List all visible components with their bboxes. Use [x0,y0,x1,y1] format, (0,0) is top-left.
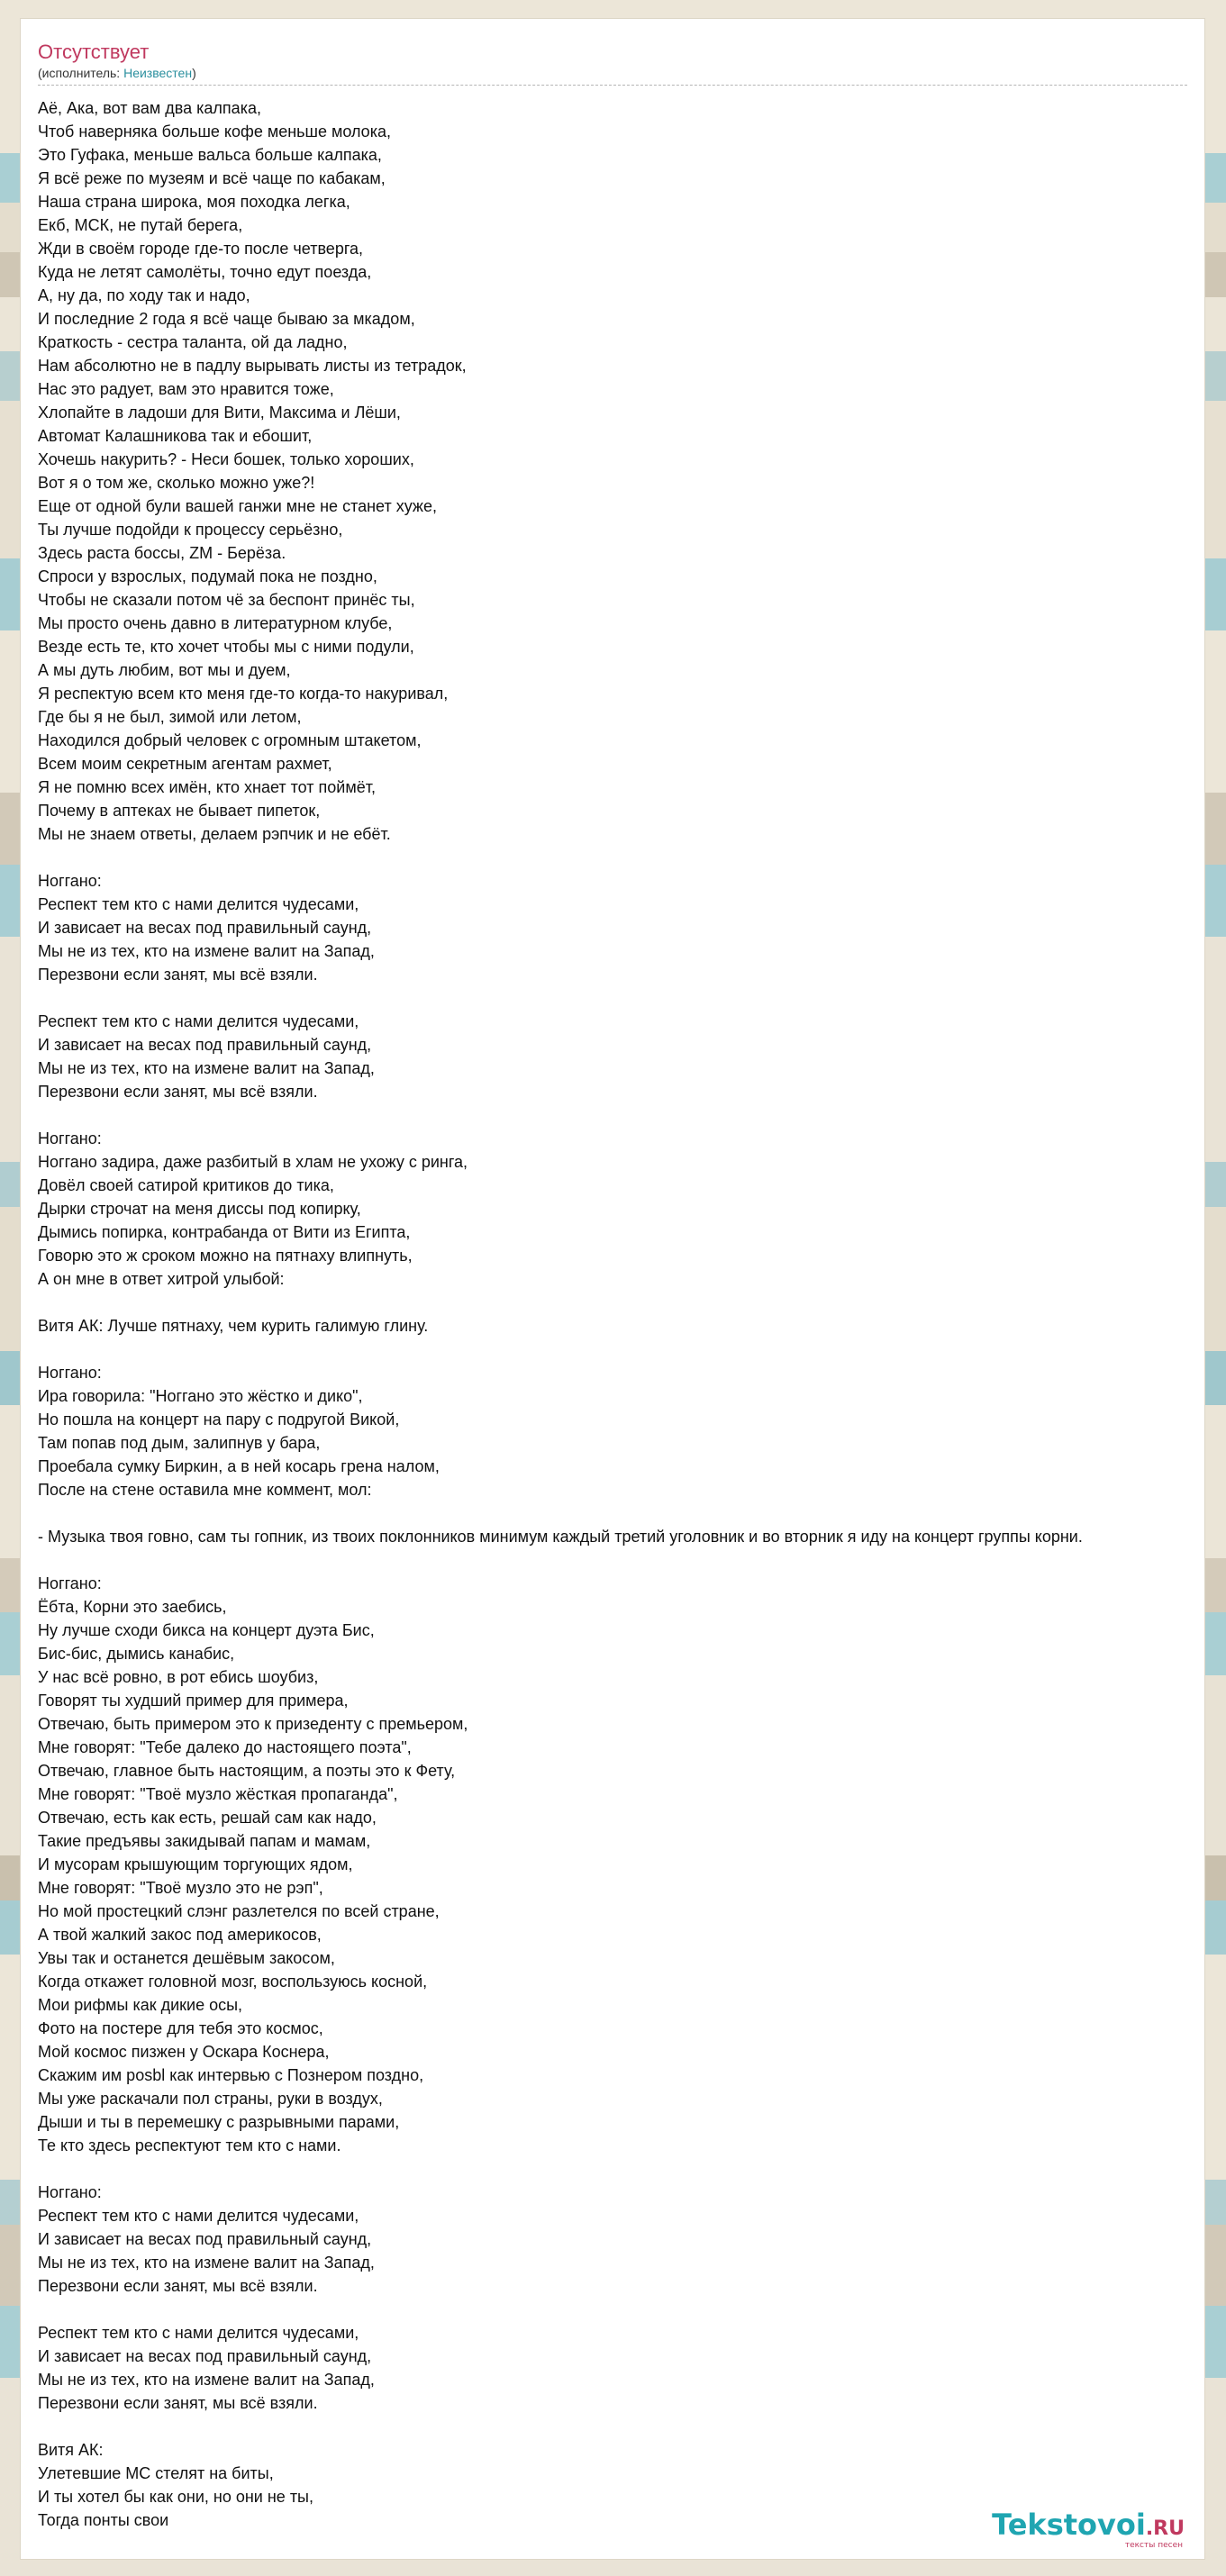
site-logo[interactable] [992,2509,1185,2550]
lyrics-text: Аё, Ака, вот вам два калпака, Чтоб наверняка больше кофе меньше молока, Это Гуфака, меньше вальса больше калпака, Я всё реже по музеям и всё чаще по кабакам, Наша страна широка, моя походка легка, Екб, МСК, не путай берега, Жди в своём городе где-то после четверга, Куда не летят самолёты, точно едут поезда, А, ну да, по ходу так и надо, И последние 2 года я всё чаще бываю за мкадом, Краткость - сестра таланта, ой да ладно, Нам абсолютно не в падлу вырывать листы из тетрадок, Нас это радует, вам это нравится тоже, Хлопайте в ладоши для Вити, Максима и Лёши, Автомат Калашникова так и ебошит, Хочешь накурить? - Неси бошек, только хороших, Вот я о том же, сколько можно уже?! Еще от одной були вашей ганжи мне не станет хуже, Ты лучше подойди к процессу серьёзно, Здесь раста боссы, ZM - Берёза. Спроси у взрослых, подумай пока не поздно, Чтобы не сказали потом чё за беспонт принёс ты, Мы просто очень давно в литературном клубе, Везде есть те, кто хочет чтобы мы с ними подули, А мы дуть любим, вот мы и дуем, Я респектую всем кто меня где-то когда-то накуривал, Где бы я не был, зимой или летом, Находился добрый человек с огромным штакетом, Всем моим секретным агентам рахмет, Я не помню всех имён, кто хнает тот поймёт, Почему в аптеках не бывает пипеток, Мы не знаем ответы, делаем рэпчик и не ебёт. Ноггано: Респект тем кто с нами делится чудесами, И зависает на весах под правильный саунд, Мы не из тех, кто на измене валит на Запад, Перезвони если занят, мы всё взяли. Респект тем кто с нами делится чудесами, И зависает на весах под правильный саунд, Мы не из тех, кто на измене валит на Запад, Перезвони если занят, мы всё взяли. Ноггано: Ноггано задира, даже разбитый в хлам не ухожу с ринга, Довёл своей сатирой критиков до тика, Дырки строчат на меня диссы под копирку, Дымись попирка, контрабанда от Вити из Египта, Говорю это ж сроком можно на пятнаху влипнуть, А он мне в ответ хитрой улыбой: Витя АК: Лучше пятнаху, чем курить галимую глину. Ноггано: Ира говорила: "Ноггано это жёстко и дико", Но пошла на концерт на пару с подругой Викой, Там попав под дым, залипнув у бара, Проебала сумку Биркин, а в ней косарь грена налом, После на стене оставила мне коммент, мол: - Музыка твоя говно, сам ты гопник, из твоих поклонников минимум каждый третий уголовник и во вторник я иду на концерт группы корни. Ноггано: Ёбта, Корни это заебись, Ну лучше сходи бикса на концерт дуэта Бис, Бис-бис, дымись канабис, У нас всё ровно, в рот ебись шоубиз, Говорят ты худший пример для примера, Отвечаю, быть примером это к призеденту с премьером, Мне говорят: "Тебе далеко до настоящего поэта", Отвечаю, главное быть настоящим, а поэты это к Фету, Мне говорят: "Твоё музло жёсткая пропаганда", Отвечаю, есть как есть, решай сам как надо, Такие предъявы закидывай папам и мамам, И мусорам крышующим торгующих ядом, Мне говорят: "Твоё музло это не рэп", Но мой простецкий слэнг разлетелся по всей стране, А твой жалкий закос под америкосов, Увы так и останется дешёвым закосом, Когда откажет головной мозг, воспользуюсь косной, Мои рифмы как дикие осы, Фото на постере для тебя это космос, Мой космос пизжен у Оскара Коснера, Скажим им posbl как интервью с Познером поздно, Мы уже раскачали пол страны, руки в воздух, Дыши и ты в перемешку с разрывными парами, Те кто здесь респектуют тем кто с нами. Ноггано: Респект тем кто с нами делится чудесами, И зависает на весах под правильный саунд, Мы не из тех, кто на измене валит на Запад, Перезвони если занят, мы всё взяли. Респект тем кто с нами делится чудесами, И зависает на весах под правильный саунд, Мы не из тех, кто на измене валит на Запад, Перезвони если занят, мы всё взяли. Витя АК: Улетевшие МС стелят на биты, И ты хотел бы как они, но они не ты, Тогда понты свои [38,99,1083,2529]
logo-name: Tekstovoi [992,2508,1146,2542]
artist-link[interactable]: Неизвестен [123,66,193,80]
artist-suffix: ) [192,66,196,80]
artist-prefix: (исполнитель: [38,66,124,80]
logo-tld: .RU [1145,2517,1185,2540]
artist-line [38,66,1187,86]
song-header [38,41,1187,86]
logo-tagline: тексты песен [1124,2541,1183,2550]
content-panel [20,18,1205,2560]
song-title: Отсутствует [38,41,150,63]
